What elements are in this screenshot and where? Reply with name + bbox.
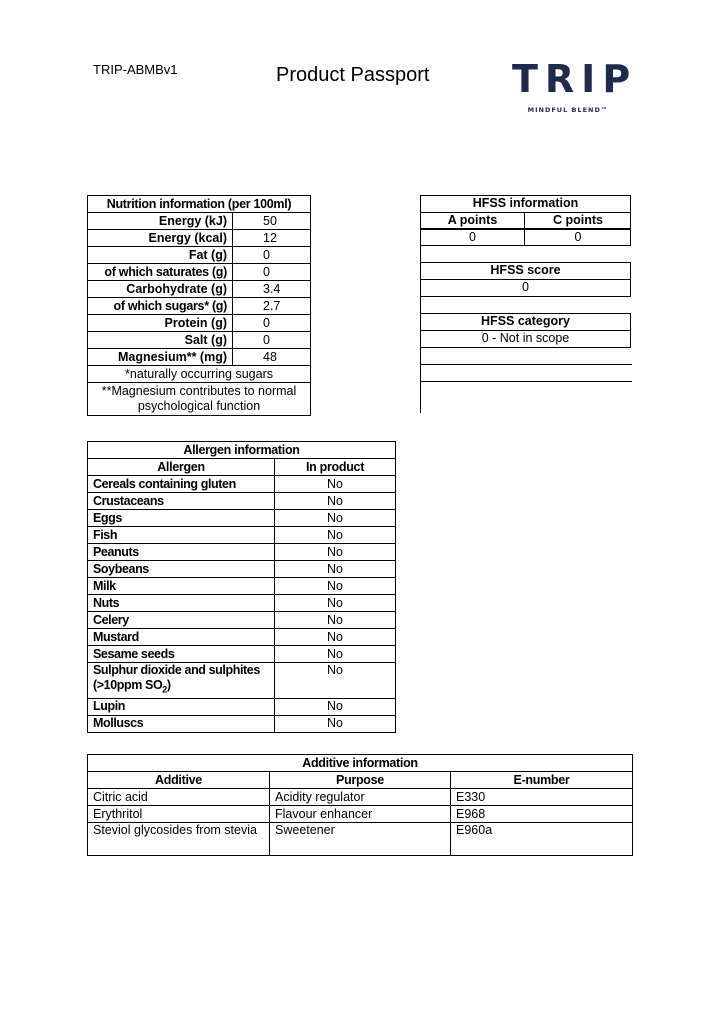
note-row bbox=[88, 366, 311, 383]
table-row bbox=[88, 629, 396, 646]
table-row bbox=[88, 612, 396, 629]
table-row bbox=[88, 578, 396, 595]
hfss-category-heading: HFSS category bbox=[420, 313, 631, 331]
allergen-value: No bbox=[275, 527, 396, 544]
hfss-empty-row bbox=[420, 347, 631, 365]
c-points-label: C points bbox=[553, 213, 603, 227]
nutrition-table bbox=[87, 195, 311, 416]
page-title: Product Passport bbox=[276, 64, 430, 86]
allergen-name-sulphites bbox=[88, 663, 275, 699]
allergen-name: Fish bbox=[88, 527, 275, 544]
table-row bbox=[88, 561, 396, 578]
nutrient-value: 0 bbox=[233, 264, 311, 281]
table-row bbox=[88, 823, 633, 856]
nutrient-label: of which saturates (g) bbox=[88, 264, 233, 281]
table-row bbox=[88, 663, 396, 699]
table-row bbox=[88, 806, 633, 823]
allergen-value: No bbox=[275, 578, 396, 595]
hfss-score-value: 0 bbox=[420, 279, 631, 297]
allergen-heading-row bbox=[88, 442, 396, 459]
table-row bbox=[88, 476, 396, 493]
allergen-name-suffix: ) bbox=[166, 678, 171, 692]
hfss-heading: HFSS information bbox=[420, 195, 631, 213]
table-row bbox=[88, 264, 311, 281]
nutrient-value: 48 bbox=[233, 349, 311, 366]
sugars-footnote: *naturally occurring sugars bbox=[88, 366, 311, 383]
magnesium-footnote: **Magnesium contributes to normal psychological function bbox=[88, 383, 311, 416]
additive-heading-row bbox=[88, 755, 633, 772]
nutrient-value: 0 bbox=[233, 247, 311, 264]
table-row bbox=[88, 213, 311, 230]
nutrient-label: Energy (kcal) bbox=[88, 230, 233, 247]
c-points-value: 0 bbox=[574, 230, 582, 244]
allergen-value: No bbox=[275, 663, 396, 699]
allergen-value: No bbox=[275, 493, 396, 510]
table-row bbox=[88, 544, 396, 561]
logo-tagline: MINDFUL BLEND™ bbox=[527, 106, 609, 114]
allergen-name-subscript: 2 bbox=[162, 684, 167, 695]
table-row bbox=[88, 298, 311, 315]
table-row bbox=[88, 527, 396, 544]
table-row bbox=[88, 715, 396, 732]
logo-brand: TRIP bbox=[512, 57, 638, 101]
table-row bbox=[88, 315, 311, 332]
allergen-value: No bbox=[275, 510, 396, 527]
allergen-name: Lupin bbox=[88, 698, 275, 715]
table-row bbox=[88, 349, 311, 366]
additive-column-headers bbox=[88, 772, 633, 789]
hfss-border bbox=[420, 296, 421, 313]
allergen-name: Molluscs bbox=[88, 715, 275, 732]
allergen-name: Milk bbox=[88, 578, 275, 595]
nutrition-heading-row bbox=[88, 196, 311, 213]
additive-enumber: E968 bbox=[451, 806, 633, 823]
col-enumber: E-number bbox=[451, 772, 633, 789]
nutrient-value: 0 bbox=[233, 332, 311, 349]
hfss-score-heading: HFSS score bbox=[420, 262, 631, 280]
table-row bbox=[88, 281, 311, 298]
nutrient-label: Fat (g) bbox=[88, 247, 233, 264]
hfss-points-header bbox=[420, 212, 631, 229]
nutrient-value: 50 bbox=[233, 213, 311, 230]
hfss-border bbox=[420, 246, 421, 262]
allergen-value: No bbox=[275, 629, 396, 646]
additive-table bbox=[87, 754, 633, 856]
nutrient-label: Salt (g) bbox=[88, 332, 233, 349]
allergen-name: Peanuts bbox=[88, 544, 275, 561]
table-row bbox=[88, 646, 396, 663]
additive-enumber: E330 bbox=[451, 789, 633, 806]
nutrition-heading: Nutrition information (per 100ml) bbox=[88, 196, 311, 213]
additive-purpose: Acidity regulator bbox=[270, 789, 451, 806]
allergen-value: No bbox=[275, 561, 396, 578]
a-points-label: A points bbox=[421, 213, 525, 228]
hfss-divider bbox=[420, 381, 632, 382]
hfss-points-values bbox=[420, 229, 631, 246]
nutrient-value: 0 bbox=[233, 315, 311, 332]
hfss-divider bbox=[420, 364, 632, 365]
table-row bbox=[88, 230, 311, 247]
additive-name: Citric acid bbox=[88, 789, 270, 806]
table-row bbox=[88, 247, 311, 264]
allergen-name: Celery bbox=[88, 612, 275, 629]
allergen-value: No bbox=[275, 476, 396, 493]
hfss-category-value: 0 - Not in scope bbox=[420, 330, 631, 348]
nutrient-value: 3.4 bbox=[233, 281, 311, 298]
col-additive: Additive bbox=[88, 772, 270, 789]
table-row bbox=[88, 789, 633, 806]
allergen-value: No bbox=[275, 646, 396, 663]
table-row bbox=[88, 510, 396, 527]
col-purpose: Purpose bbox=[270, 772, 451, 789]
table-row bbox=[88, 332, 311, 349]
allergen-name: Crustaceans bbox=[88, 493, 275, 510]
a-points-value: 0 bbox=[421, 230, 525, 245]
allergen-name: Eggs bbox=[88, 510, 275, 527]
col-allergen: Allergen bbox=[88, 459, 275, 476]
allergen-name: Nuts bbox=[88, 595, 275, 612]
document-code: TRIP-ABMBv1 bbox=[93, 62, 178, 77]
allergen-table bbox=[87, 441, 396, 733]
allergen-name: Cereals containing gluten bbox=[88, 476, 275, 493]
hfss-border bbox=[420, 347, 421, 413]
allergen-name-text: Sulphur dioxide and sulphites (>10ppm SO bbox=[93, 663, 260, 692]
nutrient-value: 2.7 bbox=[233, 298, 311, 315]
additive-purpose: Sweetener bbox=[270, 823, 451, 856]
nutrient-label: Magnesium** (mg) bbox=[88, 349, 233, 366]
trip-logo bbox=[512, 57, 638, 114]
allergen-value: No bbox=[275, 595, 396, 612]
allergen-name: Mustard bbox=[88, 629, 275, 646]
additive-name: Erythritol bbox=[88, 806, 270, 823]
allergen-value: No bbox=[275, 612, 396, 629]
nutrient-value: 12 bbox=[233, 230, 311, 247]
table-row bbox=[88, 493, 396, 510]
additive-name: Steviol glycosides from stevia bbox=[88, 823, 270, 856]
nutrient-label: Protein (g) bbox=[88, 315, 233, 332]
table-row bbox=[88, 595, 396, 612]
note-row bbox=[88, 383, 311, 416]
nutrient-label: Carbohydrate (g) bbox=[88, 281, 233, 298]
nutrient-label: of which sugars* (g) bbox=[88, 298, 233, 315]
allergen-heading: Allergen information bbox=[88, 442, 396, 459]
allergen-value: No bbox=[275, 715, 396, 732]
nutrient-label: Energy (kJ) bbox=[88, 213, 233, 230]
additive-enumber: E960a bbox=[451, 823, 633, 856]
allergen-name: Sesame seeds bbox=[88, 646, 275, 663]
additive-heading: Additive information bbox=[88, 755, 633, 772]
allergen-value: No bbox=[275, 544, 396, 561]
allergen-column-headers bbox=[88, 459, 396, 476]
allergen-name: Soybeans bbox=[88, 561, 275, 578]
col-in-product: In product bbox=[275, 459, 396, 476]
allergen-value: No bbox=[275, 698, 396, 715]
table-row bbox=[88, 698, 396, 715]
additive-purpose: Flavour enhancer bbox=[270, 806, 451, 823]
